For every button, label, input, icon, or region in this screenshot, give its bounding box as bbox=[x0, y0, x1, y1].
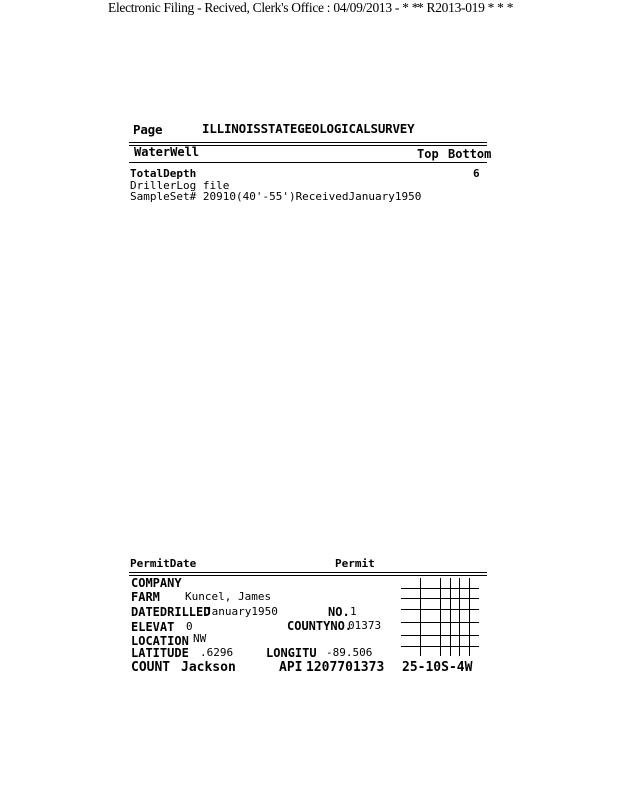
county-label: COUNT bbox=[131, 660, 171, 675]
longitude-label: LONGITU bbox=[266, 646, 317, 660]
agency-title: ILLINOISSTATEGEOLOGICALSURVEY bbox=[202, 121, 415, 136]
header-rule-bottom bbox=[129, 162, 487, 163]
county-no-value: 01373 bbox=[348, 619, 382, 632]
elevation-label: ELEVAT bbox=[131, 620, 175, 634]
elevation-value: 0 bbox=[186, 620, 193, 633]
api-value: 1207701373 bbox=[306, 660, 385, 675]
location-label: LOCATION bbox=[131, 634, 189, 648]
township-range-value: 25-10S-4W bbox=[402, 660, 473, 675]
county-no-label: COUNTYNO. bbox=[287, 619, 353, 633]
header-rule-top bbox=[129, 142, 487, 143]
card-rule-top-2 bbox=[129, 575, 487, 576]
total-depth-value: 6 bbox=[473, 167, 480, 180]
filing-stamp: Electronic Filing - Recived, Clerk's Office : 04/09/2013 - * * bbox=[108, 0, 419, 15]
farm-value: Kuncel, James bbox=[185, 590, 272, 603]
well-no-label: NO. bbox=[328, 605, 350, 619]
bottom-column-heading: Bottom bbox=[448, 147, 492, 161]
driller-log-line: DrillerLog file bbox=[130, 179, 230, 192]
page-label: Page bbox=[133, 122, 163, 137]
latitude-label: LATITUDE bbox=[131, 646, 189, 660]
sample-set-line: SampleSet# 20910(40'-55')ReceivedJanuary1950 bbox=[130, 190, 422, 203]
filing-reference: * R2013-019 * * * bbox=[417, 0, 514, 15]
top-column-heading: Top bbox=[417, 147, 439, 161]
permit-date-label: PermitDate bbox=[130, 557, 197, 570]
location-value: NW bbox=[193, 632, 207, 645]
card-rule-top bbox=[129, 572, 487, 573]
api-label: API bbox=[279, 660, 303, 675]
farm-label: FARM bbox=[131, 590, 160, 604]
total-depth-label: TotalDepth bbox=[130, 167, 197, 180]
company-label: COMPANY bbox=[131, 576, 182, 590]
date-drilled-label: DATEDRILLED bbox=[131, 605, 211, 619]
longitude-value: -89.506 bbox=[326, 646, 373, 659]
well-no-value: 1 bbox=[350, 605, 357, 618]
water-well-heading: WaterWell bbox=[134, 145, 200, 159]
latitude-value: .6296 bbox=[200, 646, 234, 659]
permit-number-label: Permit bbox=[335, 557, 375, 570]
date-drilled-value: January1950 bbox=[205, 605, 278, 618]
section-locator-grid bbox=[401, 578, 479, 656]
county-value: Jackson bbox=[181, 660, 236, 675]
